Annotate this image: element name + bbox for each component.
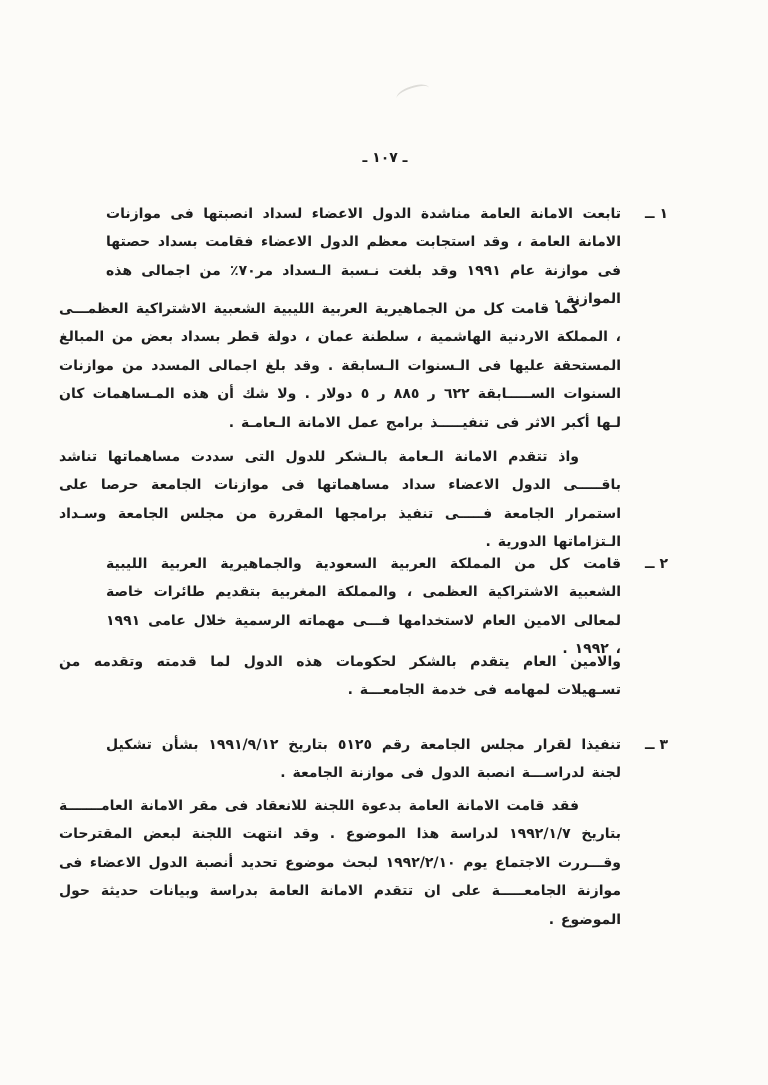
section-number: ٣ ــ: [645, 737, 668, 753]
paragraph: [59, 648, 668, 705]
paragraph: [59, 443, 668, 557]
paragraph: [59, 295, 668, 437]
paragraph-text: كما قامت كل من الجماهيرية العربية الليبية الشعبية الاشتراكية العظمـــى ، المملكة الاردنية الهاشمية ، سلطنة عمان ، دولة قطر بسداد بعض من المبالغ المستحقة عليها فى الـسنوات الـسابقة . وقد بلغ اجمالى المسدد من موازنات السنوات الســـــابقة ٦٢٢ ر ٨٨٥ ر ٥ دولار . ولا شك أن هذه المـساهمات كان لـها أكبر الاثر فى تنفيـــــذ برامج عمل الامانة الـعامـة .: [59, 301, 621, 431]
paragraph-text: تابعت الامانة العامة مناشدة الدول الاعضاء لسداد انصبتها فى موازنات الامانة العامة ، وقد استجابت معظم الدول الاعضاء فقامت بسداد حصتها فى موازنة عام ١٩٩١ وقد بلغت نـسبة الـسداد مر٧٠٪ من اجمالى هذه الموازنة .: [106, 206, 621, 308]
paragraph-text: والامين العام يتقدم بالشكر لحكومات هذه الدول لما قدمته وتقدمه من تسـهيلات لمهامه فى خدمة الجامعـــة .: [59, 654, 621, 699]
paragraph: [106, 550, 668, 664]
paragraph-text: واذ تتقدم الامانة الـعامة بالـشكر للدول التى سددت مساهماتها تناشد باقـــــى الدول الاعضاء سداد مساهماتها فى موازنات الجامعة حرصا على استمرار الجامعة فـــــى تنفيذ برامجها المقررة من مجلس الجامعة وسـداد الـتزاماتها الدورية .: [59, 449, 621, 551]
page-number: ـ ١٠٧ ـ: [362, 150, 408, 166]
section-number: ٢ ــ: [645, 556, 668, 572]
paragraph-text: فقد قامت الامانة العامة بدعوة اللجنة للانعقاد فى مقر الامانة العامـــــــة بتاريخ ١٩٩٢/١/٧ لدراسة هذا الموضوع . وقد انتهت اللجنة لبعض المقترحات وقـــررت الاجتماع يوم ١٩٩٢/٢/١٠ لبحث موضوع تحديد أنصبة الدول الاعضاء فى موازنة الجامعـــــة على ان تتقدم الامانة العامة بدراسة وبيانات حديثة حول الموضوع .: [59, 798, 622, 928]
paragraph: [59, 792, 668, 934]
paragraph-text: تنفيذا لقرار مجلس الجامعة رقم ٥١٢٥ بتاريخ ١٩٩١/٩/١٢ بشأن تشكيل لجنة لدراســـة انصبة الدول فى موازنة الجامعة .: [106, 737, 621, 782]
paragraph: [106, 731, 668, 788]
paragraph-text: قامت كل من المملكة العربية السعودية والجماهيرية العربية الليبية الشعبية الاشتراكية العظمى ، والمملكة المغربية بتقديم طائرات خاصة لمعالى الامين العام لاستخدامها فـــى مهماته الرسمية خلال عامى ١٩٩١ ، ١٩٩٢ .: [106, 556, 621, 658]
scan-smudge: [395, 81, 432, 105]
section-number: ١ ــ: [645, 206, 668, 222]
